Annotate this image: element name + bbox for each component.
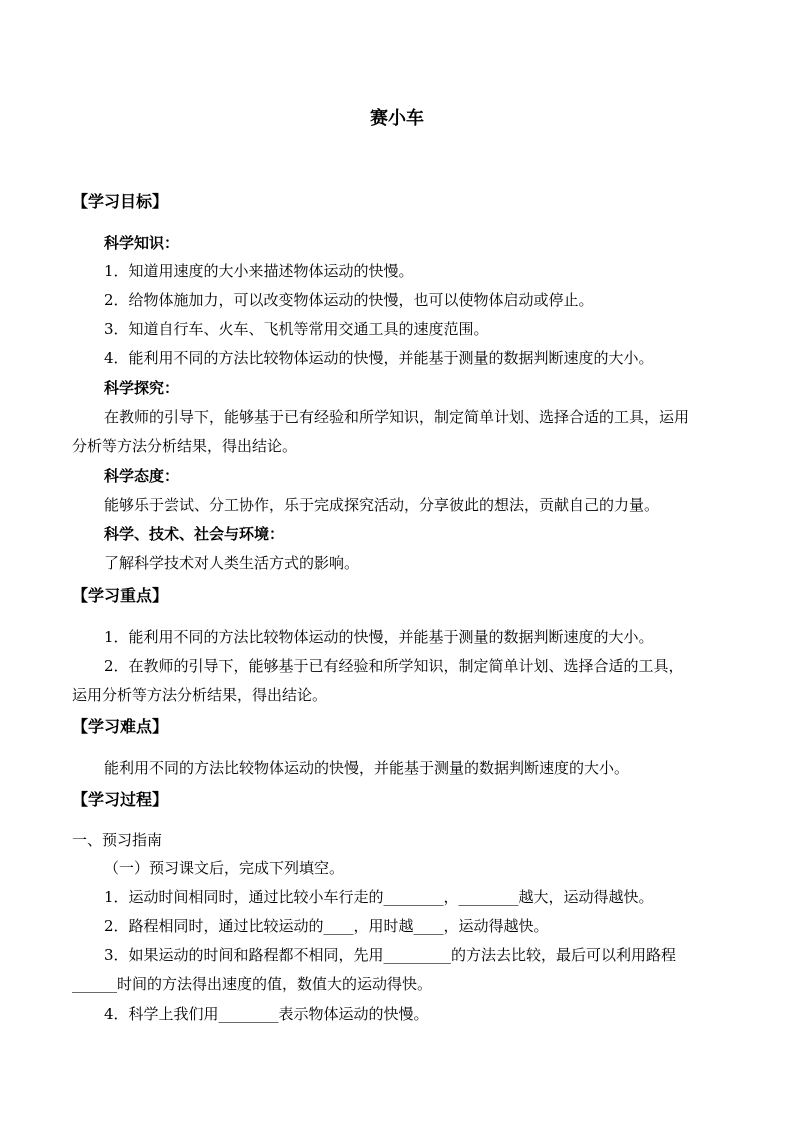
label-inquiry: 科学探究： [104,379,180,397]
label-attitude: 科学态度： [104,467,180,485]
label-knowledge: 科学知识： [104,234,180,252]
fill-blank-question: 3．如果运动的时间和路程都不相同，先用_________的方法去比较，最后可以利用路程 [104,946,677,964]
sts-text: 了解科学技术对人类生活方式的影响。 [104,554,360,572]
knowledge-item: 3．知道自行车、火车、飞机等常用交通工具的速度范围。 [104,320,489,338]
attitude-text: 能够乐于尝试、分工协作，乐于完成探究活动，分享彼此的想法，贡献自己的力量。 [104,496,660,514]
fill-blank-question: 2．路程相同时，通过比较运动的____，用时越____，运动得越快。 [104,917,549,935]
knowledge-item: 4．能利用不同的方法比较物体运动的快慢，并能基于测量的数据判断速度的大小。 [104,349,654,367]
page-title: 赛小车 [370,108,424,129]
key-point-item: 2．在教师的引导下，能够基于已有经验和所学知识，制定简单计划、选择合适的工具， [104,657,684,675]
knowledge-item: 2．给物体施加力，可以改变物体运动的快慢，也可以使物体启动或停止。 [104,291,594,309]
section-heading-goals: 【学习目标】 [72,192,169,211]
fill-blank-question: 4．科学上我们用________表示物体运动的快慢。 [104,1005,429,1023]
section-heading-key-points: 【学习重点】 [72,586,169,605]
key-point-item: 1．能利用不同的方法比较物体运动的快慢，并能基于测量的数据判断速度的大小。 [104,628,654,646]
difficulty-text: 能利用不同的方法比较物体运动的快慢，并能基于测量的数据判断速度的大小。 [104,759,630,777]
section-heading-process: 【学习过程】 [72,790,169,809]
label-sts: 科学、技术、社会与环境： [104,525,285,543]
inquiry-text: 分析等方法分析结果，得出结论。 [72,437,298,455]
section-heading-difficulties: 【学习难点】 [72,717,169,736]
inquiry-text: 在教师的引导下，能够基于已有经验和所学知识，制定简单计划、选择合适的工具，运用 [104,408,690,426]
knowledge-item: 1．知道用速度的大小来描述物体运动的快慢。 [104,262,414,280]
fill-blank-question: 1．运动时间相同时，通过比较小车行走的________，________越大，运动得越快。 [104,888,654,906]
key-point-item: 运用分析等方法分析结果，得出结论。 [72,686,328,704]
process-part-heading: 一、预习指南 [72,831,163,849]
fill-blank-question: ______时间的方法得出速度的值，数值大的运动得快。 [72,975,433,993]
process-sub-heading: （一）预习课文后，完成下列填空。 [104,859,345,877]
